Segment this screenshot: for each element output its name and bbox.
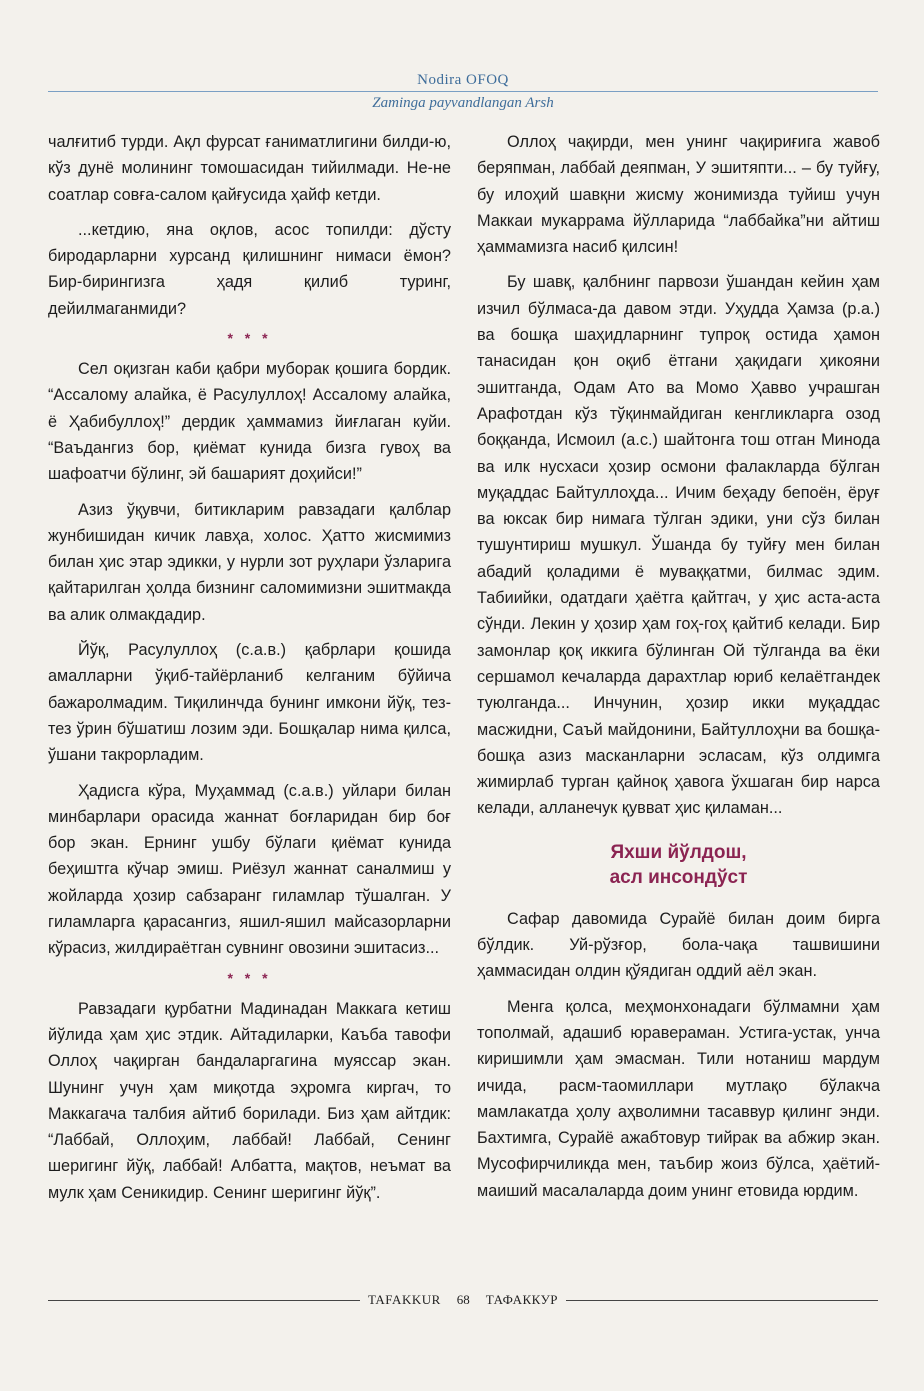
- header-rule: [48, 91, 878, 92]
- section-heading-line: асл инсондўст: [609, 866, 748, 888]
- section-separator: * * *: [227, 969, 272, 986]
- header-subtitle: Zaminga payvandlangan Arsh: [372, 95, 554, 111]
- footer-rule-left: [48, 1300, 360, 1301]
- footer-journal-cyrillic: ТАФАККУР: [485, 1292, 558, 1307]
- section-heading-line: Яхши йўлдош,: [610, 841, 747, 863]
- paragraph: Равзадаги қурбатни Мадинадан Маккага кетиш йўлида ҳам ҳис этдик. Айтадиларки, Каъба тавофи Оллоҳ чақирган бандаларгагина муяссар экан. Шунинг учун ҳам миқотда эҳромга киргач, то Маккагача талбия айтиб борилади. Биз ҳам айтдик: “Лаббай, Оллоҳим, лаббай! Лаббай, Сенинг шеригинг йўқ, лаббай! Албатта, мақтов, неъмат ва мулк ҳам Сеникидир. Сенинг шеригинг йўқ”.: [48, 999, 451, 1202]
- paragraph: ...кетдию, яна оқлов, асос топилди: дўсту биродарларни хурсанд қилишнинг нимаси ёмон? Бир-бирингизга ҳадя қилиб туринг, дейилмаганмиди?: [48, 220, 451, 318]
- left-column: [48, 129, 451, 1206]
- running-footer: [48, 1292, 878, 1308]
- section-separator: * * *: [227, 330, 272, 347]
- paragraph: Йўқ, Расулуллоҳ (с.а.в.) қабрлари қошида амалларни ўқиб-тайёрланиб келганим бўйича бажаролмадим. Тиқилинчда бунинг имкони йўқ, тез-тез ўрин бўшатиш лозим эди. Бошқалар нима қилса, ўшани такрорладим.: [48, 641, 451, 765]
- paragraph: Ҳадисга кўра, Муҳаммад (с.а.в.) уйлари билан минбарлари орасида жаннат боғларидан бир боғ бор экан. Ернинг ушбу бўлаги қиёмат кунида беҳиштга кўчар эмиш. Риёзул жаннат саналмиш у жойларда ҳозир сабзаранг гиламлар тўшалган. У гиламларга қарасангиз, яшил-яшил майсазорларни кўрасиз, жилдираётган сувнинг овозини эшитасиз...: [48, 781, 451, 958]
- page-number: 68: [456, 1292, 470, 1307]
- paragraph: Бу шавқ, қалбнинг парвози ўшандан кейин ҳам изчил бўлмаса-да давом этди. Уҳудда Ҳамза (р.а.) ва бошқа шаҳидларнинг тупроқ остида ҳамон танасидан қон оқиб ётгани ҳақидаги ҳикояни эшитганда, Одам Ато ва Момо Ҳавво учрашган Арафотдан кўз тўқинмайдиган кенгликларга озод боққанда, Исмоил (а.с.) шайтонга тош отган Минода ва илк нусхаси ҳозир осмони фалакларда бўлган муқаддас Байтуллоҳда... Ичим беҳаду бепоён, ёруғ ва юксак бир нимага тўлган эдики, уни сўз билан тушунтириш мушкул. Ўшанда бу туйғу мен билан абадий қоладими ё муваққатми, билмас эдим. Табиийки, одатдаги ҳаётга қайтгач, у ҳис аста-аста сўнди. Лекин у ҳозир ҳам гоҳ-гоҳ қайтиб келади. Бир замонлар қоқ иккига бўлинган Ой тўлганда ва ёки сершамол кечаларда дарахтлар юриб келаётгандек туюлганда... Инчунин, ҳозир икки муқаддас масжидни, Саъй майдонини, Байтуллоҳни ва бошқа-бошқа азиз масканларни эсласам, кўз олдимга жимирлаб турган қайноқ ҳавога ўхшаган бир нарса келади, алланечук қувват ҳис қиламан...: [477, 273, 880, 818]
- footer-rule-right: [566, 1300, 878, 1301]
- paragraph: Менга қолса, меҳмонхонадаги бўлмамни ҳам тополмай, адашиб юравераман. Устига-устак, унча киришимли ҳам эмасман. Тили нотаниш мардум ичида, расм-таомиллари мутлақо бўлакча мамлакатда ҳолу аҳволимни тасаввур қилинг энди. Бахтимга, Сурайё ажабтовур тийрак ва абжир экан. Мусофирчиликда мен, таъбир жоиз бўлса, ҳаётий-маиший масалаларда доим унинг етовида юрдим.: [477, 997, 880, 1200]
- section-heading: [477, 840, 880, 890]
- header-author: Nodira OFOQ: [417, 72, 509, 88]
- paragraph: Сел оқизган каби қабри муборак қошига бордик. “Ассалому алайка, ё Расулуллоҳ! Ассалому алайка, ё Ҳабибуллоҳ!” дердик ҳаммамиз йиғлаган куйи. “Ваъдангиз бор, қиёмат кунида бизга гувоҳ ва шафоатчи бўлинг, эй башарият доҳийси!”: [48, 360, 451, 484]
- paragraph: чалғитиб турди. Ақл фурсат ғаниматлигини билди-ю, кўз дунё молининг томошасидан тийилмади. Не-не соатлар совға-салом қайғусида ҳайф кетди.: [48, 133, 451, 204]
- footer-journal-latin: TAFAKKUR: [368, 1292, 441, 1307]
- paragraph: Сафар давомида Сурайё билан доим бирга бўлдик. Уй-рўзғор, бола-чақа ташвишини ҳаммасидан олдин қўядиган оддий аёл экан.: [477, 909, 880, 981]
- running-header: [48, 70, 878, 112]
- paragraph: Азиз ўқувчи, битикларим равзадаги қалблар жунбишидан кичик лавҳа, холос. Ҳатто жисмимиз билан ҳис этар эдикки, у нурли зот руҳлари ўзларига қайтарилган ҳолда бизнинг саломимизни эшитмакда ва алик олмакдадир.: [48, 500, 451, 624]
- paragraph: Оллоҳ чақирди, мен унинг чақириғига жавоб беряпман, лаббай деяпман, У эшитяпти... – бу туйғу, бу илоҳий шавқни жисму жонимизда туйиш учун Маккаи мукаррама йўлларида “лаббайка”ни айтиш ҳаммамизга насиб қилсин!: [477, 133, 880, 257]
- right-column: [477, 129, 880, 1204]
